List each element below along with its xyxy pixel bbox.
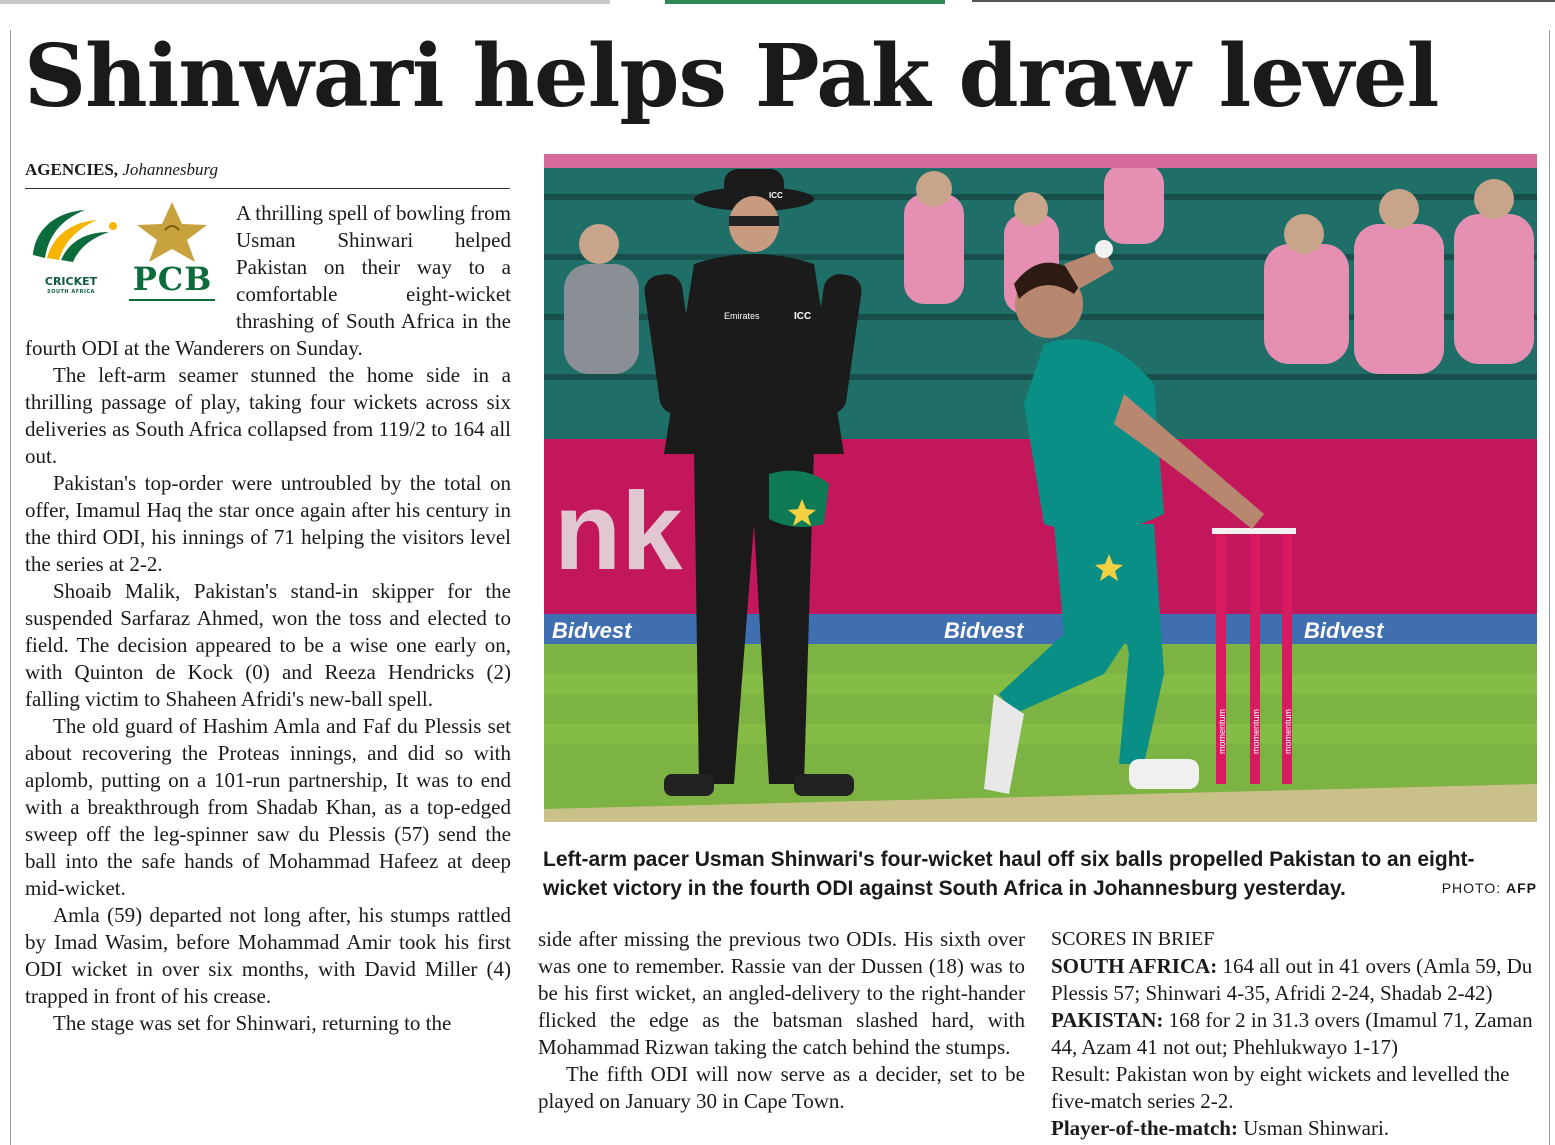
photo-caption: Left-arm pacer Usman Shinwari's four-wicket haul off six balls propelled Pakistan to an eight-wicket victory in the fourth ODI against South Africa in Johannesburg yesterday. — [543, 848, 1475, 900]
scores-south-africa — [1051, 953, 1534, 1007]
byline-agency: AGENCIES, — [25, 160, 119, 179]
icc-shirt-text: ICC — [794, 311, 812, 322]
csa-subtitle: SOUTH AFRICA — [47, 289, 95, 295]
article-paragraph: Amla (59) departed not long after, his stumps rattled by Imad Wasim, before Mohammad Amir took his first ODI wicket in over six months, with David Miller (4) trapped in front of his crease. — [25, 903, 511, 1008]
match-photo — [544, 154, 1537, 822]
article-column-1 — [25, 200, 511, 1037]
photo-credit-value: AFP — [1506, 880, 1537, 896]
headline: Shinwari helps Pak draw level — [24, 26, 1439, 127]
byline-rule — [25, 188, 510, 189]
icc-hat-text: ICC — [769, 191, 783, 200]
article-paragraph: The stage was set for Shinwari, returning to the — [53, 1011, 452, 1035]
photo-credit-label: PHOTO: — [1441, 880, 1502, 896]
page-border-right — [1549, 30, 1550, 1145]
csa-title: CRICKET — [44, 275, 98, 288]
boundary-board-text: Bidvest — [1304, 618, 1384, 643]
top-rule-right — [972, 0, 1555, 2]
article-paragraph: The left-arm seamer stunned the home side in a thrilling passage of play, taking four wickets across six deliveries as South Africa collapsed from 119/2 to 164 all out. — [25, 363, 511, 468]
top-rule-left — [0, 0, 610, 4]
article-column-2 — [538, 926, 1025, 1115]
scores-pak-text: 168 for 2 in 31.3 overs (Imamul 71, Zaman 44, Azam 41 not out; Phehlukwayo 1-17) — [1051, 1008, 1533, 1059]
page-border-left — [10, 30, 11, 1145]
stump-text: momentum — [1217, 708, 1227, 754]
scores-in-brief — [1051, 926, 1534, 1142]
byline-place: Johannesburg — [122, 160, 219, 179]
article-paragraph: The old guard of Hashim Amla and Faf du Plessis set about recovering the Proteas innings, and did so with aplomb, putting on a 101-run partnership, It was to end with a breakthrough from Shadab Khan, as a top-edged sweep off the leg-spinner saw du Plessis (57) send the ball into the safe hands of Mohammad Hafeez at deep mid-wicket. — [25, 714, 511, 900]
article-paragraph: Pakistan's top-order were untroubled by the total on offer, Imamul Haq the star once again after his century in the third ODI, his innings of 71 helping the visitors level the series at 2-2. — [25, 471, 511, 576]
pcb-wordmark: PCB — [132, 260, 213, 298]
scores-pak-label: PAKISTAN: — [1051, 1008, 1164, 1032]
boundary-board-text: Bidvest — [552, 618, 632, 643]
article-paragraph: side after missing the previous two ODIs. His sixth over was one to remember. Rassie van der Dussen (18) was to be his first wicket, an angled-delivery to the right-hander flicked the edge as the batsman slashed hard, with Mohammad Rizwan taking the catch behind the stumps. — [538, 927, 1025, 1059]
boundary-board-text: Bidvest — [944, 618, 1024, 643]
byline — [25, 158, 510, 182]
top-rule-green — [665, 0, 945, 4]
scores-heading: SCORES IN BRIEF — [1051, 928, 1215, 950]
article-paragraph: The fifth ODI will now serve as a decider, set to be played on January 30 in Cape Town. — [538, 1062, 1025, 1113]
article-paragraph: Shoaib Malik, Pakistan's stand-in skipper for the suspended Sarfaraz Ahmed, won the toss and elected to field. The decision appeared to be a wise one early on, with Quinton de Kock (0) and Reeza Hendricks (2) falling victim to Shaheen Afridi's new-ball spell. — [25, 579, 511, 711]
scores-potm-label: Player-of-the-match: — [1051, 1116, 1238, 1140]
stump-text: momentum — [1251, 708, 1261, 754]
scores-potm-text: Usman Shinwari. — [1243, 1116, 1390, 1140]
article-paragraph: A thrilling spell of bowling from Usman Shinwari helped Pakistan on their way to a comfortable eight-wicket thrashing of South Africa in the fourth ODI at the Wanderers on Sunday. — [25, 201, 511, 360]
banner-text: nk — [554, 470, 683, 593]
stump-text: momentum — [1283, 708, 1293, 754]
scores-result: Result: Pakistan won by eight wickets and levelled the five-match series 2-2. — [1051, 1062, 1510, 1113]
logo-space — [25, 200, 236, 335]
scores-potm — [1051, 1115, 1534, 1142]
scores-pakistan — [1051, 1007, 1534, 1061]
photo-credit — [1442, 880, 1537, 896]
bowler-and-umpire-illustration — [544, 154, 1537, 822]
stumps — [1212, 528, 1296, 784]
scores-sa-text: 164 all out in 41 overs (Amla 59, Du Plessis 57; Shinwari 4-35, Afridi 2-24, Shadab 2-42) — [1051, 954, 1533, 1005]
scores-sa-label: SOUTH AFRICA: — [1051, 954, 1218, 978]
umpire-shirt-text: Emirates — [724, 311, 760, 321]
